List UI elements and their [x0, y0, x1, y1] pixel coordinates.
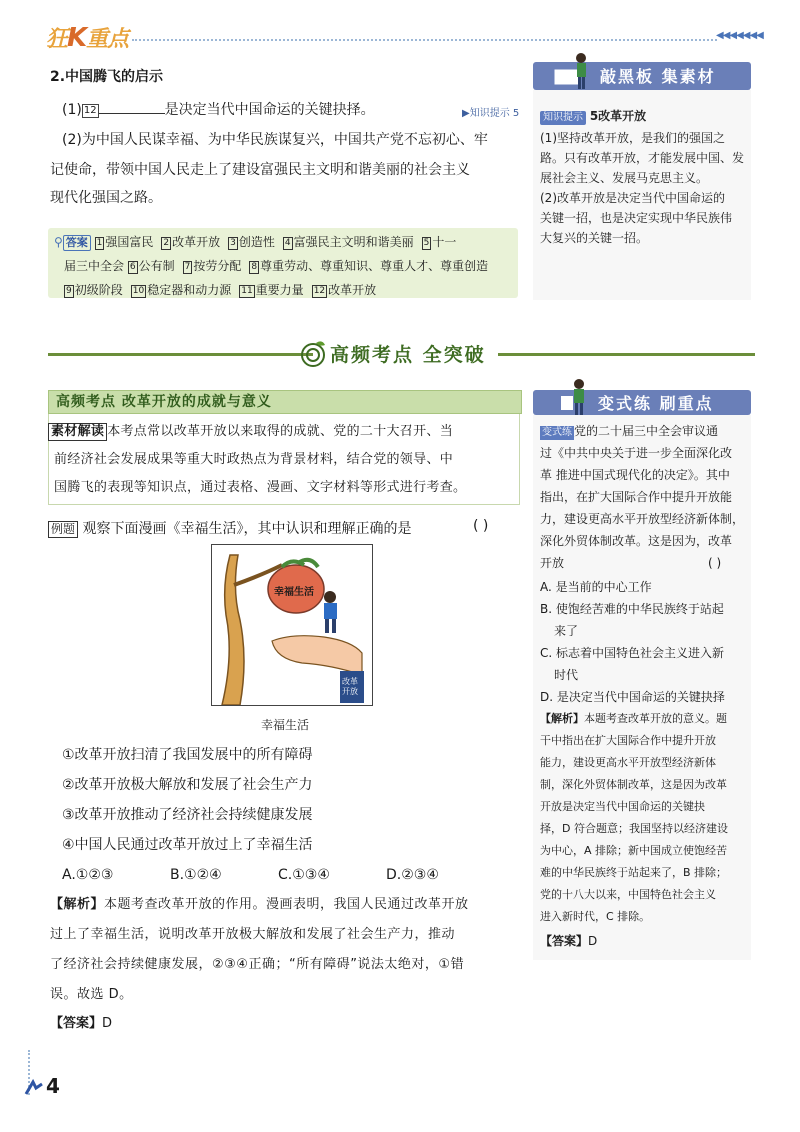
- answer-number-box: 12: [313, 286, 326, 296]
- answer-item: [161, 235, 220, 249]
- practice-choice[interactable]: D. 是决定当代中国命运的关键抉择: [540, 690, 725, 704]
- example-options: [62, 740, 502, 860]
- practice-choice-cont: 时代: [554, 668, 579, 682]
- knowledge-tip-title: 5改革开放: [589, 109, 647, 123]
- practice-analysis-line: 为中心，A 排除；新中国成立使饱经苦: [540, 844, 728, 857]
- answer-item-text: 初级阶段: [74, 283, 123, 297]
- example-question-text: 观察下面漫画《幸福生活》，其中认识和理解正确的是: [82, 521, 412, 537]
- item1-text: 是决定当代中国命运的关键抉择。: [164, 102, 375, 118]
- answer-item-text: 创造性: [238, 235, 275, 249]
- topic-line: 本考点常以改革开放以来取得的成就、党的二十大召开、当: [107, 424, 454, 439]
- item2-line: (2)为中国人民谋幸福、为中华民族谋复兴，中国共产党不忘初心、牢: [62, 132, 488, 148]
- practice-question-line: 过《中共中央关于进一步全面深化改: [540, 446, 733, 460]
- answer-number-box: 6: [129, 262, 136, 272]
- answer-item: [64, 283, 123, 297]
- answer-item: [228, 235, 275, 249]
- brand-logo: [46, 22, 128, 53]
- answer-number-box: 8: [251, 262, 258, 272]
- item2-cont: [50, 156, 520, 212]
- knowledge-tip-line: (2)改革开放是决定当代中国命运的: [540, 191, 725, 205]
- answer-item-text: 强国富民: [105, 235, 154, 249]
- item2-line: 现代化强国之路。: [50, 190, 162, 206]
- practice-question-text: 党的二十届三中全会审议通: [574, 424, 719, 438]
- practice-analysis-line: 进入新时代，C 排除。: [540, 910, 651, 923]
- choice-c[interactable]: C.①③④: [278, 867, 330, 883]
- answer-item-text: 按劳分配: [193, 259, 242, 273]
- footer-runner-icon: [23, 1076, 45, 1098]
- practice-question-line: 开放: [540, 556, 565, 570]
- practice-choice-cont: 来了: [554, 624, 579, 638]
- practice-answer: [540, 932, 597, 949]
- practice-analysis-line: [540, 708, 752, 730]
- banner-rule-right: [498, 353, 755, 356]
- item1: [62, 96, 375, 124]
- student-icon: [553, 376, 591, 416]
- knowledge-tip-badge: 知识提示: [540, 111, 586, 125]
- practice-header-title: 变式练 刷重点: [598, 394, 714, 413]
- answer-item-text: 稳定器和动力源: [147, 283, 232, 297]
- answer-item: [312, 283, 376, 297]
- answer-number-box: 11: [241, 286, 253, 296]
- statement-option: ①改革开放扫清了我国发展中的所有障碍: [62, 747, 313, 763]
- knowledge-tip-line: 大复兴的关键一招。: [540, 231, 649, 245]
- topic-line: 前经济社会发展成果等重大时政热点为背景材料，结合党的领导、中: [54, 452, 454, 467]
- answer-item-text: 十一: [432, 235, 457, 249]
- answer-item: [128, 259, 175, 273]
- logo-text-1: 狂: [46, 27, 68, 52]
- item2: [62, 126, 522, 154]
- practice-analysis-line: 制，深化外贸体制改革，这是因为改革: [540, 778, 727, 791]
- practice-answer-paren[interactable]: ( ): [708, 556, 722, 570]
- knowledge-tip-line: 关键一招，也是决定实现中华民族伟: [540, 211, 733, 225]
- topic-text: [48, 418, 516, 502]
- topic-line: 国腾飞的表现等知识点，通过表格、漫画、文字材料等形式进行考查。: [54, 480, 467, 495]
- analysis-line: 了经济社会持续健康发展，②③④正确；“所有障碍”说法太绝对，①错: [50, 957, 465, 972]
- answer-number-box: 10: [132, 286, 145, 296]
- analysis-label: 【解析】: [540, 712, 584, 725]
- choice-b[interactable]: B.①②④: [170, 867, 222, 883]
- answer-number-box: 7: [184, 262, 191, 272]
- practice-choice[interactable]: B. 使饱经苦难的中华民族终于站起: [540, 602, 724, 616]
- answer-number-box: 4: [284, 238, 291, 248]
- item2-line: 记使命，带领中国人民走上了建设富强民主文明和谐美丽的社会主义: [50, 162, 470, 178]
- example-choices: [62, 860, 502, 890]
- practice-question-line: 力，建设更高水平开放型经济新体制，: [540, 512, 745, 526]
- statement-option: ③改革开放推动了经济社会持续健康发展: [62, 807, 313, 823]
- example-question: [48, 518, 518, 538]
- answer-line-2: [64, 254, 516, 278]
- knowledge-tip-line: 展社会主义、发展马克思主义。: [540, 171, 709, 185]
- header-dotted-rule: [132, 39, 717, 41]
- cartoon-image: [211, 544, 373, 706]
- cartoon-hand-label: 改革开放: [342, 677, 358, 696]
- banner-rule-left: [48, 353, 313, 356]
- cartoon-fruit-label: 幸福生活: [274, 587, 314, 598]
- example-badge: 例题: [48, 521, 78, 538]
- answer-number-box: 3: [230, 238, 236, 248]
- answer-item: [249, 259, 488, 273]
- pin-icon: ⚲: [54, 235, 63, 249]
- practice-analysis: [540, 708, 752, 928]
- item1-number-box: 12: [83, 105, 97, 116]
- practice-question-line: 革 推进中国式现代化的决定》。其中: [540, 468, 730, 482]
- practice-choice[interactable]: C. 标志着中国特色社会主义进入新: [540, 646, 725, 660]
- answer-badge: 答案: [63, 235, 91, 251]
- practice-analysis-line: 难的中华民族终于站起来了，B 排除；: [540, 866, 728, 879]
- answer-number-box: 9: [66, 286, 72, 296]
- answer-item-text: 重要力量: [255, 283, 304, 297]
- answer-number-box: 2: [163, 238, 170, 248]
- answer-item-text: 富强民主文明和谐美丽: [293, 235, 414, 249]
- answer-item-text: 公有制: [138, 259, 175, 273]
- answer-paren[interactable]: ( ): [473, 518, 489, 534]
- spiral-leaf-icon: [298, 339, 328, 369]
- practice-choices: [540, 576, 750, 708]
- practice-analysis-line: 能力，建设更高水平开放型经济新体: [540, 756, 716, 769]
- logo-text-2: 重点: [86, 27, 129, 52]
- practice-badge: 变式练: [542, 427, 572, 438]
- answer-items-2: [128, 259, 496, 273]
- cartoon-caption: 幸福生活: [261, 718, 310, 732]
- item1-prefix: (1): [62, 102, 82, 118]
- answer-line-1: [54, 230, 516, 254]
- answer-item-text: 改革开放: [328, 283, 377, 297]
- practice-analysis-line: 党的十八大以来，中国特色社会主义: [540, 888, 716, 901]
- logo-k: K: [67, 23, 87, 53]
- answer-item-text: 改革开放: [172, 235, 221, 249]
- practice-question-line: 指出，在扩大国际合作中提升开放能: [540, 490, 733, 504]
- answer-number-box: 1: [96, 238, 103, 248]
- teacher-board-icon: [553, 50, 591, 90]
- analysis-line: 本题考查改革开放的作用。漫画表明，我国人民通过改革开放: [104, 897, 469, 912]
- material-badge: 素材解读: [48, 423, 107, 441]
- practice-analysis-line: 开放是决定当代中国命运的关键抉: [540, 800, 705, 813]
- banner-title: 高频考点 全突破: [330, 344, 486, 366]
- knowledge-tip-lines: [540, 128, 750, 248]
- practice-choice[interactable]: A. 是当前的中心工作: [540, 580, 652, 594]
- choice-a[interactable]: A.①②③: [62, 867, 114, 883]
- practice-question-line: 深化外贸体制改革。这是因为，改革: [540, 534, 733, 548]
- knowledge-tip-line: (1)坚持改革开放，是我们的强国之: [540, 131, 725, 145]
- analysis-text: 本题考查改革开放的意义。题: [584, 712, 727, 725]
- analysis-line: 误。故选 D。: [50, 987, 133, 1002]
- fill-in-blank[interactable]: [99, 113, 165, 114]
- practice-analysis-line: 择，D 符合题意；我国坚持以经济建设: [540, 822, 728, 835]
- answer-label: 【答案】: [540, 934, 589, 948]
- knowledge-tip-line: 路。只有改革开放，才能发展中国、发: [540, 151, 745, 165]
- answer-value: D: [102, 1016, 113, 1031]
- example-analysis: [50, 890, 520, 1010]
- practice-question: [540, 420, 750, 574]
- answer-items-3: [64, 283, 384, 297]
- practice-analysis-line: 干中指出在扩大国际合作中提升开放: [540, 734, 716, 747]
- answer-item: [283, 235, 414, 249]
- answer-item: [183, 259, 242, 273]
- answer-number-box: 5: [423, 238, 430, 248]
- header-arrows: ◀◀◀◀◀◀◀: [716, 30, 763, 41]
- answer-item-text: 尊重劳动、尊重知识、尊重人才、尊重创造: [260, 259, 489, 273]
- answer-item: [422, 235, 457, 249]
- section-title: 2.中国腾飞的启示: [50, 69, 164, 85]
- statement-option: ②改革开放极大解放和发展了社会生产力: [62, 777, 313, 793]
- statement-option: ④中国人民通过改革开放过上了幸福生活: [62, 837, 313, 853]
- practice-question-line: [540, 420, 750, 442]
- analysis-label: 【解析】: [50, 897, 105, 912]
- page-number: 4: [46, 1074, 60, 1098]
- knowledge-tip-tag[interactable]: ▶知识提示 5: [462, 108, 520, 119]
- answer-item: [131, 283, 231, 297]
- analysis-line: 过上了幸福生活，说明改革开放极大解放和发展了社会生产力，推动: [50, 927, 456, 942]
- knowledge-tip-heading: [540, 106, 646, 126]
- answer-label: 【答案】: [50, 1016, 103, 1031]
- answer-lead: 届三中全会: [64, 259, 125, 273]
- answer-item: [239, 283, 303, 297]
- topic-header-title: 高频考点 改革开放的成就与意义: [56, 394, 272, 410]
- answer-items-1: [95, 235, 465, 249]
- answer-line-3: [64, 278, 516, 302]
- answer-value: D: [588, 934, 598, 948]
- example-answer: [50, 1012, 112, 1031]
- choice-d[interactable]: D.②③④: [386, 867, 439, 883]
- sidebar-header-title: 敲黑板 集素材: [600, 67, 716, 86]
- answer-item: [95, 235, 154, 249]
